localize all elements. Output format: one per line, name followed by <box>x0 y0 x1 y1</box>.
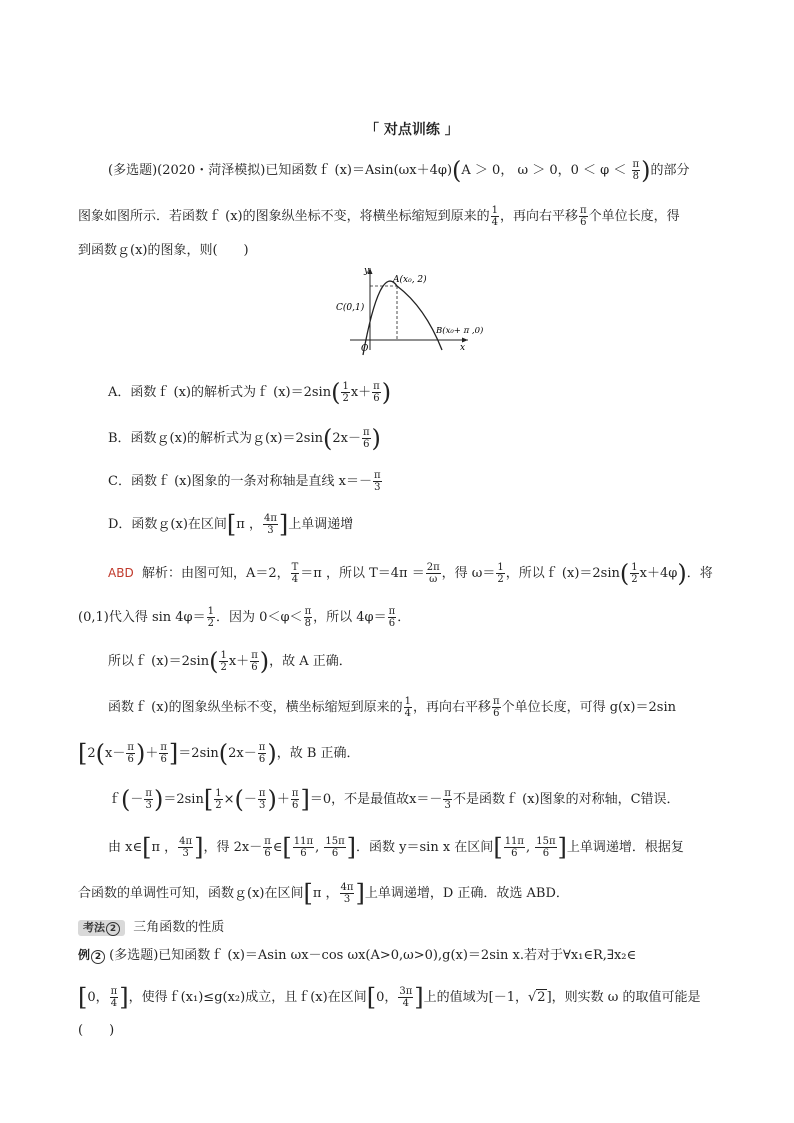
option-b: B．函数ｇ(x)的解析式为ｇ(x)＝2sin(2x－ $\frac{\pi}{6}$ ) <box>108 424 381 453</box>
sine-curve <box>363 281 442 355</box>
point-a-label: A(x₀, 2) <box>393 275 427 285</box>
problem-text: ，再向右平移 <box>499 209 578 224</box>
problem-text: A ＞ 0， ω ＞ 0，0 ＜ φ ＜ <box>461 163 631 178</box>
fraction: $\frac{\pi}{6}$ <box>580 205 587 228</box>
problem-text: 个单位长度，得 <box>588 209 680 224</box>
option-a: A．函数ｆ (x)的解析式为ｆ (x)＝2sin( $\frac{1}{2}$ x＋ $\frac{\pi}{6}$ ) <box>108 378 392 407</box>
section-title: 「 对点训练 」 <box>365 122 459 138</box>
kaofa-tag: 考法 2 <box>78 920 125 936</box>
option-d: D．函数ｇ(x)在区间[π ， $\frac{4\pi}{3}$ ]上单调递增 <box>108 510 354 539</box>
x-axis-arrow <box>462 338 468 343</box>
point-c-label: C(0,1) <box>336 303 365 313</box>
example-line-2: [0， $\frac{\pi}{4}$ ]，使得ｆ(x₁)≤g(x₂)成立，且ｆ(x)在区间[0， $\frac{3\pi}{4}$ ]上的值域为[－1，√2]，则实数 ω 的取值可能是 <box>78 983 701 1012</box>
example-line-3: ( ) <box>78 1023 115 1038</box>
kaofa-title: 三角函数的性质 <box>133 920 225 935</box>
problem-text: 的部分 <box>650 163 690 178</box>
solution-line-8: 合函数的单调性可知，函数ｇ(x)在区间[π ， $\frac{4\pi}{3}$ ]上单调递增，D 正确．故选 ABD． <box>78 879 569 908</box>
paren-open: ( <box>452 156 462 185</box>
point-b-label: B(x₀+ π ,0) <box>436 326 484 336</box>
solution-line-7: 由 x∈[π ， $\frac{4\pi}{3}$ ]，得 2x－ $\frac{\pi}{6}$ ∈[ $\frac{11\pi}{6}$ , $\frac{15\pi}{6}$ ]．函数 y＝sin x 在区间[ $\frac{11\pi}{6}$ , $\frac{15\pi}{6}$ ]上单调递增．根据复 <box>108 833 684 862</box>
example-line-1: 例 2 (多选题)已知函数ｆ (x)＝Asin ωx－cos ωx(A>0,ω>0),g(x)＝2sin x.若对于∀x₁∈R,∃x₂∈ <box>78 948 637 963</box>
problem-line-1 <box>108 156 690 185</box>
example-label: 例 2 <box>78 948 105 962</box>
y-axis-label: y <box>364 266 370 276</box>
problem-text: (多选题)(2020・菏泽模拟)已知函数ｆ (x)＝Asin(ωx＋4φ) <box>108 163 453 178</box>
solution-line-5: [2(x－ $\frac{\pi}{6}$ )＋ $\frac{\pi}{6}$ ]＝2sin(2x－ $\frac{\pi}{6}$ )，故 B 正确． <box>78 739 360 768</box>
problem-line-2 <box>78 205 680 228</box>
fraction: $\frac{1}{4}$ <box>491 205 498 228</box>
problem-text: 图象如图所示．若函数ｆ (x)的图象纵坐标不变，将横坐标缩短到原来的 <box>78 209 490 224</box>
option-c: C．函数ｆ (x)图象的一条对称轴是直线 x＝－ $\frac{\pi}{3}$ <box>108 470 381 493</box>
origin-label: O <box>361 344 369 354</box>
kaofa-header <box>78 917 224 939</box>
solution-line-2: (0,1)代入得 sin 4φ＝ $\frac{1}{2}$ ．因为 0＜φ＜ $\frac{\pi}{8}$ ，所以 4φ＝ $\frac{\pi}{6}$ ． <box>78 606 411 629</box>
solution-line-3: 所以ｆ (x)＝2sin( $\frac{1}{2}$ x＋ $\frac{\pi}{6}$ )，故 A 正确． <box>108 647 352 676</box>
answer-label: ABD <box>108 566 134 580</box>
solution-line-4: 函数ｆ (x)的图象纵坐标不变，横坐标缩短到原来的 $\frac{1}{4}$ ，再向右平移 $\frac{\pi}{6}$ 个单位长度，可得 g(x)＝2sin <box>108 696 676 719</box>
fraction: $\frac{\pi}{8}$ <box>632 159 640 182</box>
problem-line-3: 到函数ｇ(x)的图象，则( ) <box>78 243 249 258</box>
sine-graph-figure <box>330 262 500 357</box>
solution-line-6: ｆ(－ $\frac{\pi}{3}$ )＝2sin[ $\frac{1}{2}$ ×(－ $\frac{\pi}{3}$ )＋ $\frac{\pi}{6}$ ]＝0，不是最值故x＝－ $\frac{\pi}{3}$ 不是函数ｆ (x)图象的对称轴，C错误． <box>108 785 680 814</box>
paren-close: ) <box>641 156 651 185</box>
solution-line-1: ABD 解析：由图可知，A＝2， $\frac{T}{4}$ ＝π ，所以 T＝4π ＝ $\frac{2\pi}{\omega}$ ，得 ω＝ $\frac{1}{2}$ ，所以ｆ (x)＝2sin( $\frac{1}{2}$ x＋4φ)．将 <box>108 559 713 588</box>
x-axis-label: x <box>460 343 466 353</box>
